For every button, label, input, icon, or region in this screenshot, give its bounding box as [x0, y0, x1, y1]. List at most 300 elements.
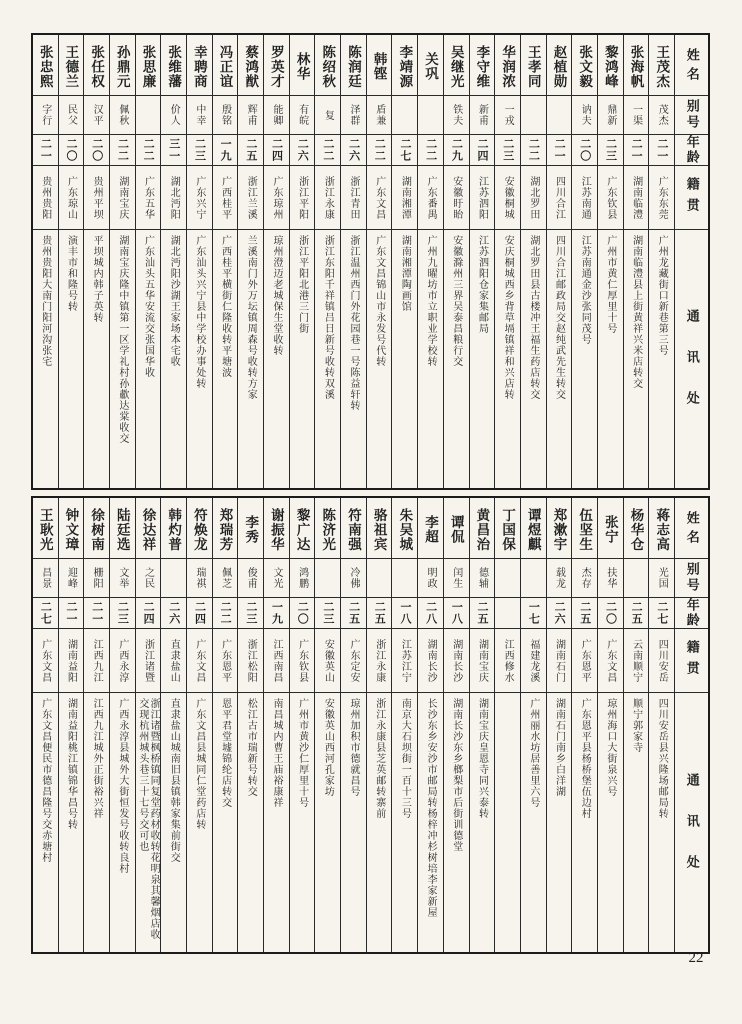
age-cell: [136, 135, 161, 166]
age-cell: [59, 135, 84, 166]
entry-native-place: 广东恩平: [219, 638, 231, 683]
age-cell: [624, 135, 649, 166]
alias-cell: [367, 96, 392, 135]
entry-age: 二二: [219, 601, 232, 625]
age-cell: [547, 135, 572, 166]
entry-alias: 铁夫: [450, 104, 462, 126]
native-place-cell: [367, 629, 392, 693]
native-place-cell: [59, 629, 84, 693]
entry-native-place: 安徽盱眙: [450, 175, 462, 220]
entry-name: 关巩: [423, 52, 439, 81]
alias-cell: [392, 96, 417, 135]
age-cell: [649, 598, 674, 629]
entry-column: [391, 498, 417, 952]
name-cell: [649, 498, 674, 559]
native-place-cell: [213, 629, 238, 693]
native-place-cell: [341, 629, 366, 693]
entry-age: 二二: [116, 138, 129, 162]
entry-name: 韩铿: [371, 52, 387, 81]
native-place-cell: [444, 166, 469, 230]
entry-name: 张维藩: [166, 44, 182, 89]
age-cell: [470, 598, 495, 629]
entry-name: 王茂杰: [654, 44, 670, 89]
entry-column: [417, 35, 443, 488]
native-place-cell: [392, 166, 417, 230]
address-cell: [624, 230, 649, 488]
entry-native-place: 湖南长沙: [425, 638, 437, 683]
entry-column: [571, 498, 597, 952]
name-cell: [84, 498, 109, 559]
address-cell: [624, 693, 649, 952]
entry-column: [263, 498, 289, 952]
entry-name: 朱吴城: [397, 507, 413, 552]
name-cell: [59, 498, 84, 559]
name-cell: [59, 35, 84, 96]
age-cell: [161, 135, 186, 166]
entry-name: 王耿光: [37, 507, 53, 552]
entry-native-place: 浙江兰溪: [245, 175, 257, 220]
alias-cell: [341, 559, 366, 598]
entry-age: 二三: [604, 138, 617, 162]
age-cell: [84, 598, 109, 629]
entry-alias: 字行: [39, 104, 51, 126]
entry-alias: 昌景: [39, 567, 51, 589]
entry-address: 广东汕头五华安流交张国华收: [142, 235, 154, 378]
alias-cell: [213, 559, 238, 598]
address-cell: [315, 230, 340, 488]
age-cell: [33, 135, 58, 166]
alias-cell: [392, 559, 417, 598]
alias-cell: [110, 559, 135, 598]
age-cell: [495, 135, 520, 166]
entry-native-place: 广东东莞: [656, 175, 668, 220]
alias-cell: [547, 559, 572, 598]
entry-age: 二六: [553, 601, 566, 625]
entry-column: [597, 498, 623, 952]
header-age-cell: [675, 135, 708, 166]
entry-address: 浙江温州西门外花园巷一号陈益轩转: [348, 235, 359, 411]
native-place-cell: [161, 166, 186, 230]
address-cell: [495, 230, 520, 488]
entry-native-place: 广东兴宁: [193, 175, 205, 220]
entry-age: 二三: [193, 138, 206, 162]
entry-address: 广州市黄仁厚里十号: [604, 235, 616, 334]
address-cell: [418, 230, 443, 488]
entry-address: 广东文昌便民市德昌隆号交赤塘村: [39, 698, 51, 863]
entry-age: 二一: [65, 601, 77, 625]
entry-column: [443, 35, 469, 488]
name-cell: [315, 35, 340, 96]
alias-cell: [547, 96, 572, 135]
native-place-cell: [495, 166, 520, 230]
native-place-cell: [264, 166, 289, 230]
entry-alias: 之民: [142, 567, 154, 589]
entry-age: 二三: [116, 601, 129, 625]
entry-address: 湖北沔阳沙湖王家场本宅收: [168, 235, 180, 367]
entry-age: 二二: [424, 138, 437, 162]
age-cell: [521, 135, 546, 166]
native-place-cell: [187, 629, 212, 693]
entry-alias: 文举: [116, 567, 128, 589]
address-cell: [649, 230, 674, 488]
entry-column: [160, 35, 186, 488]
header-alias-cell: [675, 96, 708, 135]
age-cell: [213, 135, 238, 166]
name-cell: [341, 35, 366, 96]
entry-address: 湖南石门南乡白洋湖: [553, 698, 565, 797]
alias-cell: [161, 559, 186, 598]
name-cell: [84, 35, 109, 96]
entry-column: [212, 35, 238, 488]
entry-native-place: 浙江松阳: [245, 638, 257, 683]
entry-alias: 扶华: [604, 567, 616, 589]
entry-column: [520, 35, 546, 488]
native-place-cell: [238, 629, 263, 693]
native-place-cell: [187, 166, 212, 230]
address-cell: [598, 230, 623, 488]
entry-native-place: 浙江诸暨: [142, 638, 154, 683]
entry-name: 陈绍秋: [320, 44, 336, 89]
address-cell: [341, 693, 366, 952]
entry-age: 二五: [630, 601, 643, 625]
alias-cell: [444, 559, 469, 598]
entry-name: 林华: [294, 52, 310, 81]
alias-cell: [341, 96, 366, 135]
entry-native-place: 浙江永康: [322, 175, 334, 220]
entry-native-place: 广东文昌: [373, 175, 385, 220]
header-alias-label: 别号: [684, 99, 700, 131]
name-cell: [187, 35, 212, 96]
entry-name: 张海帆: [628, 44, 644, 89]
entry-column: [546, 35, 572, 488]
age-cell: [418, 598, 443, 629]
entry-name: 蔡鸿猷: [243, 44, 259, 89]
entry-name: 张文毅: [577, 44, 593, 89]
name-cell: [418, 35, 443, 96]
native-place-cell: [495, 629, 520, 693]
address-cell: [521, 693, 546, 952]
name-cell: [33, 498, 58, 559]
address-cell: [213, 230, 238, 488]
header-native-cell: [675, 629, 708, 693]
native-place-cell: [392, 629, 417, 693]
entry-native-place: 湖南石门: [553, 638, 565, 683]
native-place-cell: [136, 629, 161, 693]
name-cell: [624, 35, 649, 96]
entry-native-place: 广东定安: [348, 638, 359, 683]
name-cell: [264, 498, 289, 559]
header-column: [674, 498, 708, 952]
native-place-cell: [521, 629, 546, 693]
entry-address: 湖南长沙东乡榔梨市后街训德堂: [450, 698, 462, 852]
alias-cell: [290, 559, 315, 598]
native-place-cell: [110, 166, 135, 230]
native-place-cell: [315, 629, 340, 693]
native-place-cell: [624, 629, 649, 693]
entry-address: 浙江诸暨枫桥镇同复堂药材收转花明泉其馨烟店收交现杭州城头巷三十七号交可也: [136, 698, 160, 940]
entry-alias: 复: [322, 109, 334, 121]
alias-cell: [572, 96, 597, 135]
header-age-cell: [675, 598, 708, 629]
address-cell: [33, 230, 58, 488]
entry-native-place: 江西九江: [91, 638, 103, 683]
native-place-cell: [572, 166, 597, 230]
entry-age: 二七: [398, 138, 411, 162]
entry-alias: 茂杰: [656, 104, 668, 126]
entry-name: 骆祖宾: [371, 507, 387, 552]
entry-column: [263, 35, 289, 488]
entry-name: 黄昌治: [474, 507, 490, 552]
native-place-cell: [84, 629, 109, 693]
entry-native-place: 浙江青田: [348, 175, 359, 220]
entry-alias: 德辅: [476, 567, 488, 589]
entry-age: 二五: [476, 601, 488, 625]
entry-column: [58, 498, 84, 952]
entry-alias: 价人: [168, 104, 180, 126]
address-cell: [84, 230, 109, 488]
age-cell: [136, 598, 161, 629]
entry-native-place: 湖北罗田: [527, 175, 539, 220]
alias-cell: [572, 559, 597, 598]
native-place-cell: [290, 629, 315, 693]
entry-address: 江苏泗阳仓家集邮局: [476, 235, 488, 334]
header-native-label: 籍贯: [684, 639, 700, 682]
entry-address: 直隶盐山城南旧县镇韩家集前街交: [168, 698, 180, 863]
entry-alias: 佩秋: [116, 104, 128, 126]
address-cell: [444, 230, 469, 488]
name-cell: [238, 35, 263, 96]
alias-cell: [161, 96, 186, 135]
entry-age: 二二: [373, 138, 386, 162]
address-cell: [367, 693, 392, 952]
entry-address: 安徽英山西河孔家坊: [322, 698, 334, 797]
entry-age: 二一: [90, 601, 103, 625]
entry-native-place: 广东钦县: [296, 638, 308, 683]
native-place-cell: [136, 166, 161, 230]
entry-address: 安徽滁州三界吴泰昌粮行交: [450, 235, 462, 367]
address-cell: [33, 693, 58, 952]
age-cell: [238, 135, 263, 166]
header-alias-cell: [675, 559, 708, 598]
entry-native-place: 江苏南通: [579, 175, 591, 220]
entry-age: 二二: [321, 138, 334, 162]
address-cell: [367, 230, 392, 488]
entry-name: 吴继光: [448, 44, 464, 89]
native-place-cell: [521, 166, 546, 230]
entry-alias: 瑞祺: [193, 567, 205, 589]
entry-name: 蒋志高: [654, 507, 670, 552]
address-cell: [572, 693, 597, 952]
entry-name: 王孝同: [525, 44, 541, 89]
entry-column: [135, 35, 161, 488]
entry-address: 演丰市和隆号转: [65, 235, 77, 312]
entry-native-place: 湖北沔阳: [168, 175, 180, 220]
native-place-cell: [572, 629, 597, 693]
entry-alias: 有皖: [296, 104, 308, 126]
entry-column: [417, 498, 443, 952]
native-place-cell: [161, 629, 186, 693]
entry-age: 二一: [655, 138, 668, 162]
entry-address: 四川安岳县兴隆场邮局转: [656, 698, 668, 819]
name-cell: [315, 498, 340, 559]
entry-name: 冯正谊: [217, 44, 233, 89]
entry-alias: 一渠: [630, 104, 642, 126]
age-cell: [392, 598, 417, 629]
entry-address: 湖南宝庆隆中镇第一区学礼村孙歗达棠收交: [116, 235, 128, 444]
entry-name: 徐树南: [89, 507, 105, 552]
entry-column: [623, 498, 649, 952]
age-cell: [444, 135, 469, 166]
entry-alias: 新甫: [476, 104, 488, 126]
name-cell: [213, 498, 238, 559]
entry-column: [469, 35, 495, 488]
entry-address: 广西永淳县城外大街恒发号收转良村: [116, 698, 128, 874]
entry-address: 广州九曜坊市立职业学校转: [425, 235, 437, 367]
age-cell: [110, 135, 135, 166]
native-place-cell: [213, 166, 238, 230]
entry-name: 李守维: [474, 44, 490, 89]
entry-column: [648, 498, 674, 952]
entry-address: 平坝城内韩子英转: [91, 235, 103, 323]
entry-age: 二四: [142, 601, 155, 625]
entry-name: 谢振华: [268, 507, 284, 552]
entry-native-place: 广东琼山: [65, 175, 77, 220]
entry-name: 杨华仓: [628, 507, 644, 552]
entry-address: 广州龙藏街口新巷第三号: [656, 235, 668, 356]
entry-alias: 佩芝: [219, 567, 231, 589]
entry-native-place: 湖南临澧: [630, 175, 642, 220]
address-cell: [59, 693, 84, 952]
age-cell: [341, 135, 366, 166]
entry-name: 赵植勋: [551, 44, 567, 89]
native-place-cell: [315, 166, 340, 230]
entry-address: 广东恩平县杨桥堡伍边村: [579, 698, 591, 819]
native-place-cell: [264, 629, 289, 693]
entry-alias: 泽群: [348, 104, 359, 126]
entry-name: 张宁: [602, 515, 618, 544]
entry-address: 湖南宝庆皇恩寺同兴泰转: [476, 698, 488, 819]
name-cell: [547, 35, 572, 96]
name-cell: [649, 35, 674, 96]
entry-age: 二〇: [578, 138, 591, 162]
address-cell: [392, 230, 417, 488]
age-cell: [59, 598, 84, 629]
age-cell: [110, 598, 135, 629]
entry-alias: 民父: [65, 104, 77, 126]
address-cell: [547, 693, 572, 952]
entry-column: [186, 35, 212, 488]
entry-alias: 鼎新: [604, 104, 616, 126]
entry-name: 符南强: [345, 507, 361, 552]
header-address-cell: [675, 693, 708, 952]
entry-name: 郑漱宇: [551, 507, 567, 552]
entry-name: 张思廉: [140, 44, 156, 89]
entry-column: [33, 35, 58, 488]
entry-column: [237, 498, 263, 952]
entry-native-place: 安徽桐城: [502, 175, 514, 220]
entry-name: 李秀: [243, 515, 259, 544]
entry-column: [443, 498, 469, 952]
name-cell: [470, 35, 495, 96]
entry-name: 郑瑞芳: [217, 507, 233, 552]
entry-native-place: 四川合江: [553, 175, 565, 220]
name-cell: [187, 498, 212, 559]
entry-age: 一八: [398, 601, 411, 625]
header-name-label: 姓名: [684, 510, 700, 549]
alias-cell: [598, 559, 623, 598]
entry-alias: 迎峰: [65, 567, 77, 589]
entry-name: 钟文璋: [63, 507, 79, 552]
name-cell: [521, 35, 546, 96]
alias-cell: [624, 559, 649, 598]
entry-alias: 杰存: [579, 567, 591, 589]
entry-address: 贵州贵阳大南门阳河沟张宅: [39, 235, 51, 367]
age-cell: [187, 135, 212, 166]
entry-column: [520, 498, 546, 952]
address-cell: [290, 230, 315, 488]
entry-address: 浙江东阳千祥镇吕日新号收转双溪: [322, 235, 334, 400]
entry-name: 陈济光: [320, 507, 336, 552]
entry-name: 韩灼普: [166, 507, 182, 552]
entry-age: 二二: [527, 138, 540, 162]
age-cell: [547, 598, 572, 629]
entry-age: 一八: [450, 601, 463, 625]
address-cell: [341, 230, 366, 488]
entry-column: [160, 498, 186, 952]
header-address-label: 通讯处: [684, 309, 700, 432]
alias-cell: [136, 559, 161, 598]
entry-column: [494, 35, 520, 488]
registry-table-bottom: [31, 496, 710, 954]
entry-age: 二五: [347, 601, 360, 625]
entry-native-place: 福建龙溪: [527, 638, 539, 683]
alias-cell: [521, 96, 546, 135]
entry-column: [391, 35, 417, 488]
entry-native-place: 湖南宝庆: [476, 638, 488, 683]
alias-cell: [33, 96, 58, 135]
entry-alias: 能卿: [270, 104, 282, 126]
entry-address: 广州市黄沙仁厚里十号: [296, 698, 308, 808]
address-cell: [521, 230, 546, 488]
entry-address: 江苏南通金沙张同茂号: [579, 235, 591, 345]
name-cell: [444, 35, 469, 96]
age-cell: [213, 598, 238, 629]
age-cell: [290, 598, 315, 629]
alias-cell: [315, 96, 340, 135]
entry-alias: 辉甫: [245, 104, 257, 126]
alias-cell: [264, 96, 289, 135]
age-cell: [161, 598, 186, 629]
entry-native-place: 江西修水: [502, 638, 514, 683]
entry-age: 三一: [167, 138, 180, 162]
alias-cell: [238, 96, 263, 135]
entry-name: 徐达祥: [140, 507, 156, 552]
alias-cell: [649, 559, 674, 598]
alias-cell: [213, 96, 238, 135]
entry-column: [340, 498, 366, 952]
address-cell: [213, 693, 238, 952]
age-cell: [264, 135, 289, 166]
age-cell: [392, 135, 417, 166]
name-cell: [136, 35, 161, 96]
native-place-cell: [84, 166, 109, 230]
entry-column: [33, 498, 58, 952]
entry-native-place: 浙江平阳: [296, 175, 308, 220]
entry-native-place: 广东恩平: [579, 638, 591, 683]
address-cell: [470, 230, 495, 488]
entry-alias: 讷夫: [579, 104, 591, 126]
address-cell: [290, 693, 315, 952]
